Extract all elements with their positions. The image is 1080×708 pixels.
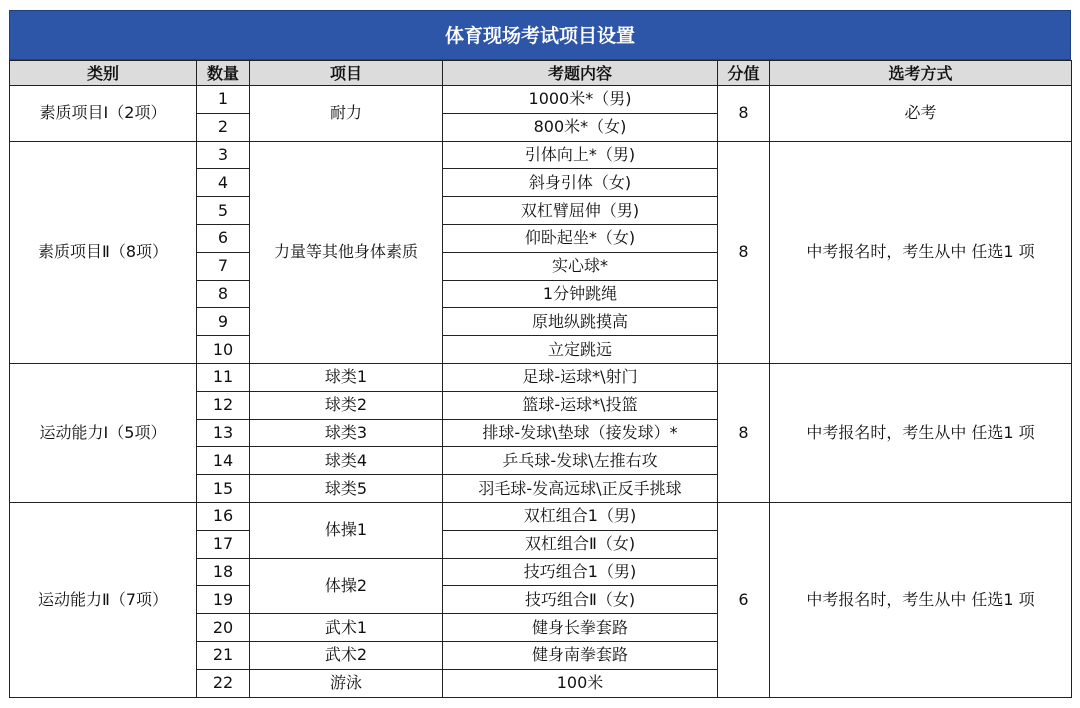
content-cell: 实心球* bbox=[443, 252, 718, 280]
score-cell: 6 bbox=[718, 502, 770, 697]
header-method: 选考方式 bbox=[770, 61, 1072, 86]
table-row bbox=[10, 86, 1072, 114]
content-cell: 足球-运球*\射门 bbox=[443, 363, 718, 391]
exam-items-table bbox=[9, 60, 1072, 698]
header-score: 分值 bbox=[718, 61, 770, 86]
item-number: 19 bbox=[197, 586, 250, 614]
item-number: 10 bbox=[197, 336, 250, 364]
item-number: 16 bbox=[197, 502, 250, 530]
item-number: 13 bbox=[197, 419, 250, 447]
item-number: 2 bbox=[197, 113, 250, 141]
item-number: 17 bbox=[197, 530, 250, 558]
content-cell: 健身长拳套路 bbox=[443, 614, 718, 642]
content-cell: 双杠臂屈伸（男) bbox=[443, 197, 718, 225]
method-cell: 中考报名时，考生从中 任选1 项 bbox=[770, 502, 1072, 697]
item-number: 18 bbox=[197, 558, 250, 586]
table-title: 体育现场考试项目设置 bbox=[9, 10, 1071, 60]
header-project: 项目 bbox=[250, 61, 443, 86]
project-cell: 球类1 bbox=[250, 363, 443, 391]
item-number: 7 bbox=[197, 252, 250, 280]
item-number: 20 bbox=[197, 614, 250, 642]
item-number: 15 bbox=[197, 475, 250, 503]
item-number: 5 bbox=[197, 197, 250, 225]
exam-items-table-container bbox=[9, 10, 1071, 698]
project-cell: 球类4 bbox=[250, 447, 443, 475]
content-cell: 1分钟跳绳 bbox=[443, 280, 718, 308]
content-cell: 技巧组合1（男) bbox=[443, 558, 718, 586]
content-cell: 立定跳远 bbox=[443, 336, 718, 364]
method-cell: 中考报名时，考生从中 任选1 项 bbox=[770, 141, 1072, 363]
item-number: 9 bbox=[197, 308, 250, 336]
category-cell: 素质项目Ⅰ（2项） bbox=[10, 86, 197, 142]
header-count: 数量 bbox=[197, 61, 250, 86]
score-cell: 8 bbox=[718, 86, 770, 142]
method-cell: 必考 bbox=[770, 86, 1072, 142]
project-cell: 武术2 bbox=[250, 641, 443, 669]
content-cell: 技巧组合Ⅱ（女) bbox=[443, 586, 718, 614]
method-cell: 中考报名时，考生从中 任选1 项 bbox=[770, 363, 1072, 502]
item-number: 8 bbox=[197, 280, 250, 308]
category-cell: 素质项目Ⅱ（8项） bbox=[10, 141, 197, 363]
table-header-row bbox=[10, 61, 1072, 86]
project-cell: 球类5 bbox=[250, 475, 443, 503]
content-cell: 斜身引体（女) bbox=[443, 169, 718, 197]
content-cell: 健身南拳套路 bbox=[443, 641, 718, 669]
item-number: 1 bbox=[197, 86, 250, 114]
project-cell: 武术1 bbox=[250, 614, 443, 642]
item-number: 22 bbox=[197, 669, 250, 697]
header-content: 考题内容 bbox=[443, 61, 718, 86]
content-cell: 原地纵跳摸高 bbox=[443, 308, 718, 336]
content-cell: 仰卧起坐*（女) bbox=[443, 224, 718, 252]
project-cell: 耐力 bbox=[250, 86, 443, 142]
content-cell: 1000米*（男) bbox=[443, 86, 718, 114]
score-cell: 8 bbox=[718, 363, 770, 502]
content-cell: 排球-发球\垫球（接发球）* bbox=[443, 419, 718, 447]
project-cell: 体操1 bbox=[250, 502, 443, 558]
content-cell: 羽毛球-发高远球\正反手挑球 bbox=[443, 475, 718, 503]
table-row bbox=[10, 141, 1072, 169]
content-cell: 800米*（女) bbox=[443, 113, 718, 141]
score-cell: 8 bbox=[718, 141, 770, 363]
table-row bbox=[10, 502, 1072, 530]
item-number: 21 bbox=[197, 641, 250, 669]
content-cell: 篮球-运球*\投篮 bbox=[443, 391, 718, 419]
item-number: 4 bbox=[197, 169, 250, 197]
header-category: 类别 bbox=[10, 61, 197, 86]
content-cell: 双杠组合1（男) bbox=[443, 502, 718, 530]
content-cell: 引体向上*（男) bbox=[443, 141, 718, 169]
table-row bbox=[10, 363, 1072, 391]
project-cell: 游泳 bbox=[250, 669, 443, 697]
project-cell: 球类2 bbox=[250, 391, 443, 419]
item-number: 14 bbox=[197, 447, 250, 475]
project-cell: 体操2 bbox=[250, 558, 443, 614]
category-cell: 运动能力Ⅱ（7项） bbox=[10, 502, 197, 697]
project-cell: 力量等其他身体素质 bbox=[250, 141, 443, 363]
category-cell: 运动能力Ⅰ（5项） bbox=[10, 363, 197, 502]
item-number: 12 bbox=[197, 391, 250, 419]
item-number: 6 bbox=[197, 224, 250, 252]
item-number: 11 bbox=[197, 363, 250, 391]
item-number: 3 bbox=[197, 141, 250, 169]
content-cell: 双杠组合Ⅱ（女) bbox=[443, 530, 718, 558]
content-cell: 100米 bbox=[443, 669, 718, 697]
content-cell: 乒乓球-发球\左推右攻 bbox=[443, 447, 718, 475]
project-cell: 球类3 bbox=[250, 419, 443, 447]
